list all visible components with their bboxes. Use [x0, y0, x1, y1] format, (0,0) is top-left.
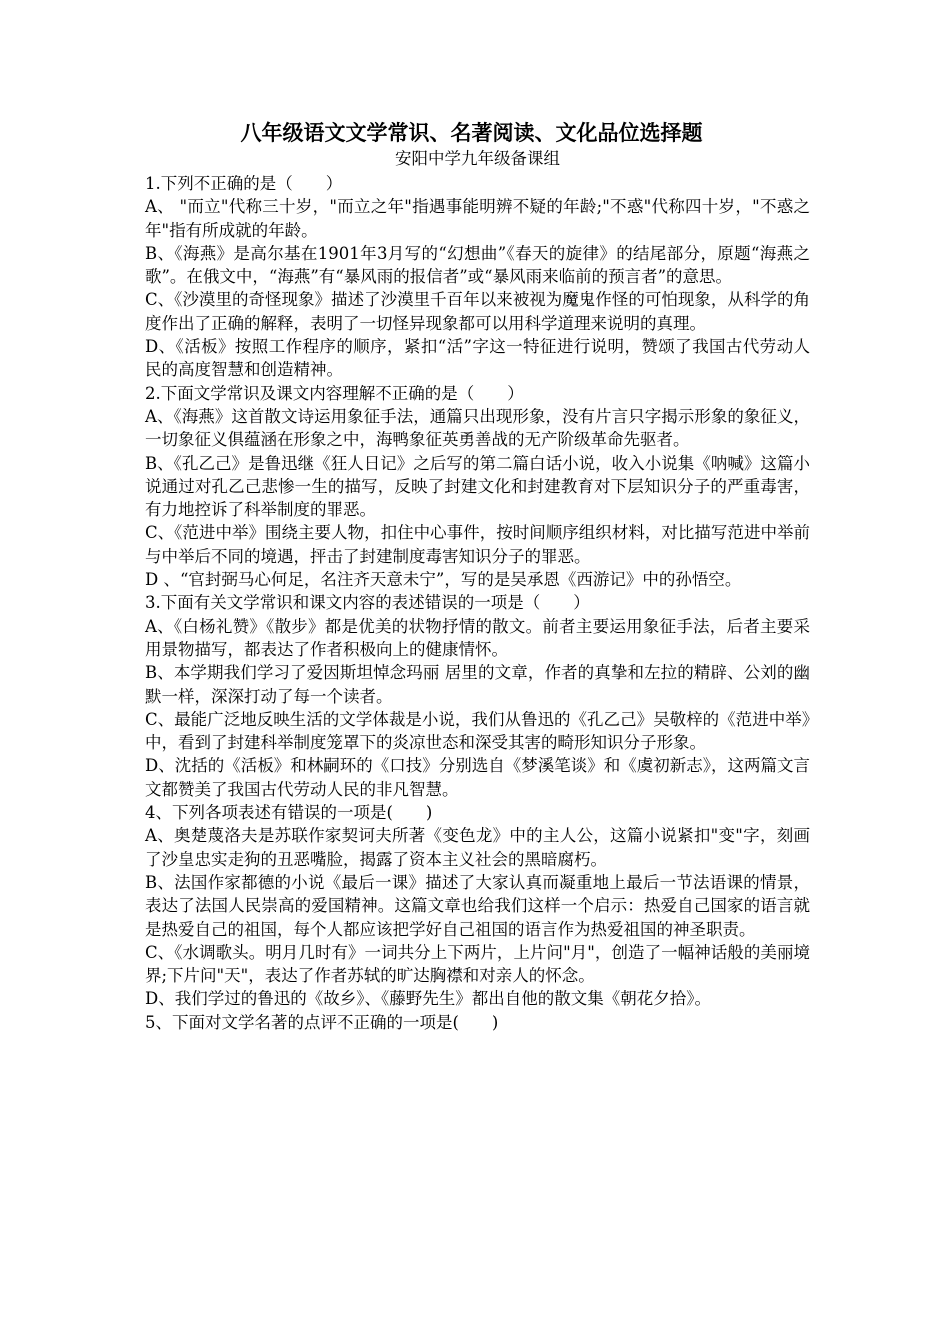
document-page [145, 118, 810, 1034]
question-stem: 4、下列各项表述有错误的一项是( ) [145, 803, 433, 823]
question-option: C、最能广泛地反映生活的文学体裁是小说，我们从鲁迅的《孔乙己》吴敬梓的《范进中举》中，看到了封建科举制度笼罩下的炎凉世态和深受其害的畸形知识分子形象。 [145, 709, 810, 753]
question-stem: 2.下面文学常识及课文内容理解不正确的是（ ） [145, 383, 524, 403]
question-option: A、 "而立"代称三十岁，"而立之年"指遇事能明辨不疑的年龄;"不惑"代称四十岁，"不惑之年"指有所成就的年龄。 [145, 197, 810, 240]
page-subtitle: 安阳中学九年级备课组 [395, 149, 560, 168]
question-stem: 1.下列不正确的是（ ） [145, 174, 343, 193]
question-option: C、《沙漠里的奇怪现象》描述了沙漠里千百年以来被视为魔鬼作怪的可怕现象，从科学的角度作出了正确的解释，表明了一切怪异现象都可以用科学道理来说明的真理。 [145, 290, 810, 333]
question-option: A、《海燕》这首散文诗运用象征手法，通篇只出现形象，没有片言只字揭示形象的象征义，一切象征义俱蕴涵在形象之中，海鸭象征英勇善战的无产阶级革命先驱者。 [145, 406, 810, 450]
question-option: D 、“官封弼马心何足，名注齐天意未宁”，写的是吴承恩《西游记》中的孙悟空。 [145, 570, 742, 590]
question-stem: 3.下面有关文学常识和课文内容的表述错误的一项是（ ） [145, 593, 590, 613]
question-option: C、《水调歌头。明月几时有》一词共分上下两片，上片问"月"，创造了一幅神话般的美丽境界;下片问"天"，表达了作者苏轼的旷达胸襟和对亲人的怀念。 [145, 942, 810, 986]
question-option: B、《海燕》是高尔基在1901年3月写的“幻想曲”《春天的旋律》的结尾部分，原题“海燕之歌”。在俄文中，“海燕”有“暴风雨的报信者”或“暴风雨来临前的预言者”的意思。 [145, 243, 810, 287]
question-option: D、沈括的《活板》和林嗣环的《口技》分别选自《梦溪笔谈》和《虞初新志》，这两篇文言文都赞美了我国古代劳动人民的非凡智慧。 [145, 756, 810, 799]
question-option: D、我们学过的鲁迅的《故乡》、《藤野先生》都出自他的散文集《朝花夕拾》。 [145, 989, 711, 1009]
question-stem: 5、下面对文学名著的点评不正确的一项是( ) [145, 1012, 499, 1032]
question-option: C、《范进中举》围绕主要人物，扣住中心事件，按时间顺序组织材料，对比描写范进中举前与中举后不同的境遇，抨击了封建制度毒害知识分子的罪恶。 [145, 523, 810, 566]
question-option: B、本学期我们学习了爱因斯坦悼念玛丽 居里的文章，作者的真挚和左拉的精辟、公刘的幽默一样，深深打动了每一个读者。 [145, 663, 810, 706]
question-option: B、法国作家都德的小说《最后一课》描述了大家认真而凝重地上最后一节法语课的情景，表达了法国人民崇高的爱国精神。这篇文章也给我们这样一个启示：热爱自己国家的语言就是热爱自己的祖国，每个人都应该把学好自己祖国的语言作为热爱祖国的神圣职责。 [145, 872, 810, 939]
question-option: A、奥楚蔑洛夫是苏联作家契诃夫所著《变色龙》中的主人公，这篇小说紧扣"变"字，刻画了沙皇忠实走狗的丑恶嘴脸，揭露了资本主义社会的黑暗腐朽。 [145, 826, 810, 869]
page-title: 八年级语文文学常识、名著阅读、文化品位选择题 [240, 120, 703, 145]
question-option: D、《活板》按照工作程序的顺序，紧扣“活”字这一特征进行说明，赞颂了我国古代劳动人民的高度智慧和创造精神。 [145, 337, 810, 380]
question-option: A、《白杨礼赞》《散步》都是优美的状物抒情的散文。前者主要运用象征手法，后者主要采用景物描写，都表达了作者积极向上的健康情怀。 [145, 616, 810, 659]
question-option: B、《孔乙己》是鲁迅继《狂人日记》之后写的第二篇白话小说，收入小说集《呐喊》这篇小说通过对孔乙己悲惨一生的描写，反映了封建文化和封建教育对下层知识分子的严重毒害，有力地控诉了科举制度的罪恶。 [145, 453, 810, 520]
